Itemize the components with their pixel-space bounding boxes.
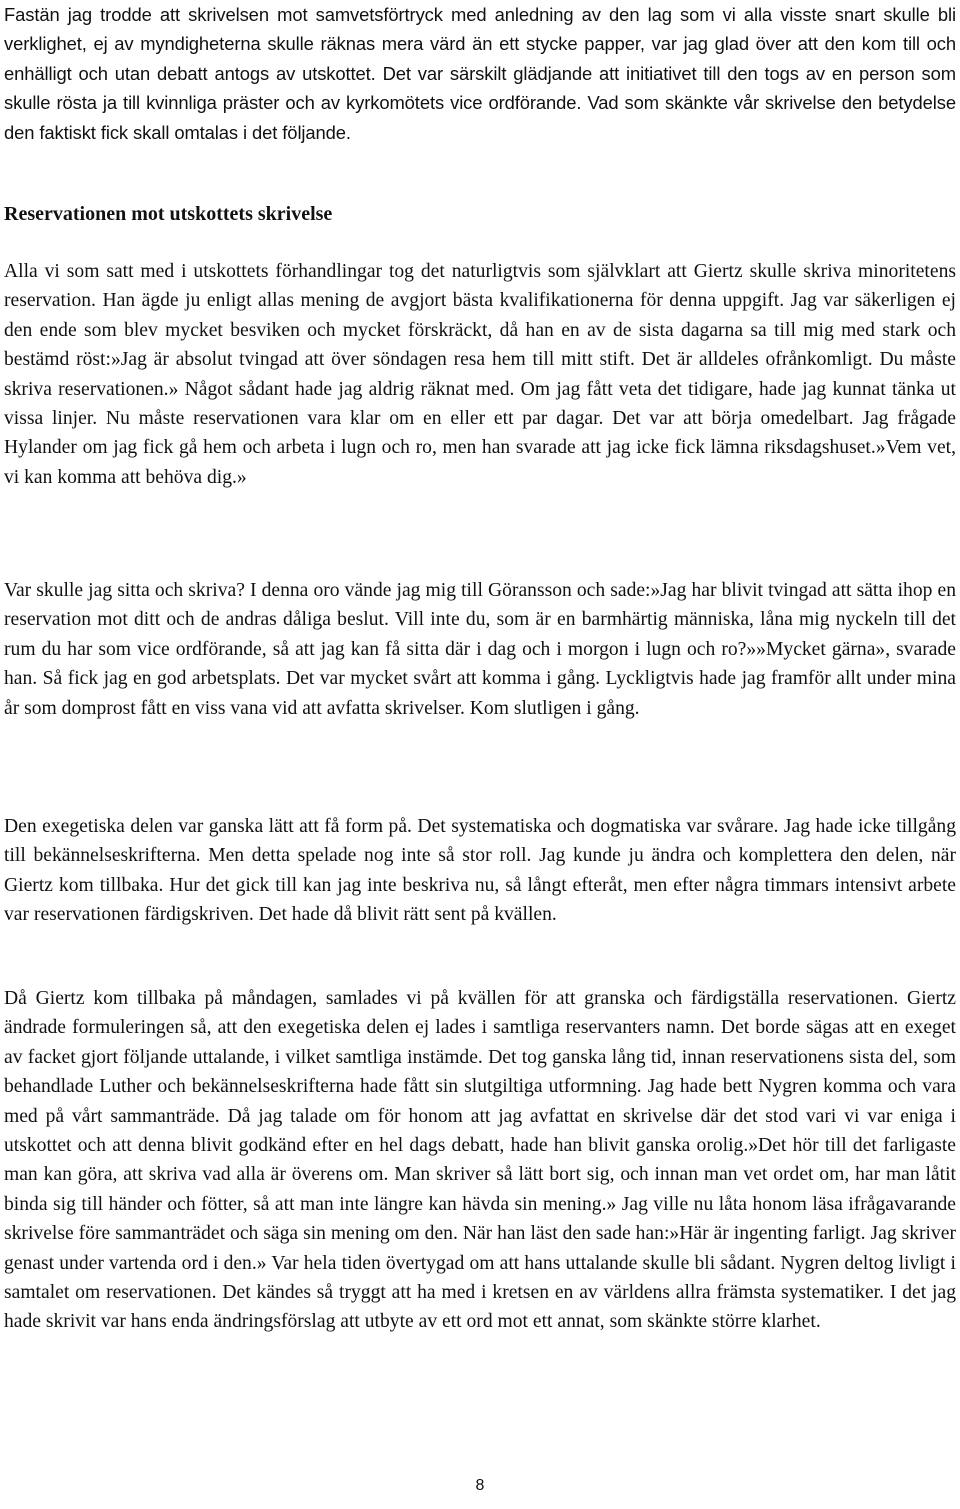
body-paragraph: Den exegetiska delen var ganska lätt att få form på. Det systematiska och dogmatiska var svårare. Jag hade icke tillgång till bekännelseskrifterna. Men detta spelade nog inte så stor roll. Jag kunde ju ändra och komplettera den delen, när Giertz kom tillbaka. Hur det gick till kan jag inte beskriva nu, så långt efteråt, men efter några timmars intensivt arbete var reservationen färdigskriven. Det hade då blivit rätt sent på kvällen. [4,816,956,926]
page-number: 8 [475,1477,485,1494]
intro-paragraph: Fastän jag trodde att skrivelsen mot samvetsförtryck med anledning av den lag som vi alla visste snart skulle bli verklighet, ej av myndigheterna skulle räknas mera värd än ett stycke papper, var jag glad över att den kom till och enhälligt och utan debatt antogs av utskottet. Det var särskilt glädjande att initiativet till den togs av en person som skulle rösta ja till kvinnliga präster och av kyrkomötets vice ordförande. Vad som skänkte vår skrivelse den betydelse den faktiskt fick skall omtalas i det följande. [4,4,956,143]
section-heading: Reservationen mot utskottets skrivelse [4,203,333,225]
body-paragraph: Alla vi som satt med i utskottets förhandlingar tog det naturligtvis som självklart att Giertz skulle skriva minoritetens reservation. Han ägde ju enligt allas mening de avgjort bästa kvalifikationerna för denna uppgift. Jag var säkerligen ej den ende som blev mycket besviken och mycket förskräckt, då han en av de sista dagarna sa till mig med stark och bestämd röst:»Jag är absolut tvingad att över söndagen resa hem till mitt stift. Det är alldeles ofrånkomligt. Du måste skriva reservationen.» Något sådant hade jag aldrig räknat med. Om jag fått veta det tidigare, hade jag kunnat tänka ut vissa linjer. Nu måste reservationen vara klar om en eller ett par dagar. Det var att börja omedelbart. Jag frågade Hylander om jag fick gå hem och arbeta i lugn och ro, men han svarade att jag icke fick lämna riksdagshuset.»Vem vet, vi kan komma att behöva dig.» [4,261,956,488]
body-paragraph: Var skulle jag sitta och skriva? I denna oro vände jag mig till Göransson och sade:»Jag har blivit tvingad att sätta ihop en reservation mot ditt och de andras dåliga beslut. Vill inte du, som är en barmhärtig människa, låna mig nyckeln till det rum du har som vice ordförande, så att jag kan få sitta där i dag och i morgon i lugn och ro?»»Mycket gärna», svarade han. Så fick jag en god arbetsplats. Det var mycket svårt att komma i gång. Lyckligtvis hade jag framför allt under mina år som domprost fått en viss vana vid att avfatta skrivelser. Kom slutligen i gång. [4,580,956,719]
body-paragraph: Då Giertz kom tillbaka på måndagen, samlades vi på kvällen för att granska och färdigställa reservationen. Giertz ändrade formuleringen så, att den exegetiska delen ej lades i samtliga reservanters namn. Det borde sägas att en exeget av facket gjort följande uttalande, i vilket samtliga instämde. Det tog ganska lång tid, innan reservationens sista del, som behandlade Luther och bekännelseskrifterna hade fått sin slutgiltiga utformning. Jag hade bett Nygren komma och vara med på vårt sammanträde. Då jag talade om för honom att jag avfattat en skrivelse där det stod vari vi var eniga i utskottet och att denna blivit godkänd efter en hel dags debatt, hade han blivit ganska orolig.»Det hör till det farligaste man kan göra, att skriva vad alla är överens om. Man skriver så lätt bort sig, och innan man vet ordet om, har man låtit binda sig till händer och fötter, så att man inte längre kan hävda sin mening.» Jag ville nu låta honom läsa ifrågavarande skrivelse före sammanträdet och säga sin mening om den. När han läst den sade han:»Här är ingenting farligt. Jag skriver genast under vartenda ord i den.» Var hela tiden övertygad om att hans uttalande skulle bli sådant. Nygren deltog livligt i samtalet om reservationen. Det kändes så tryggt att ha med i kretsen en av världens allra främsta systematiker. I det jag hade skrivit var hans enda ändringsförslag att utbyte av ett ord mot ett annat, som skänkte större klarhet. [4,988,956,1333]
